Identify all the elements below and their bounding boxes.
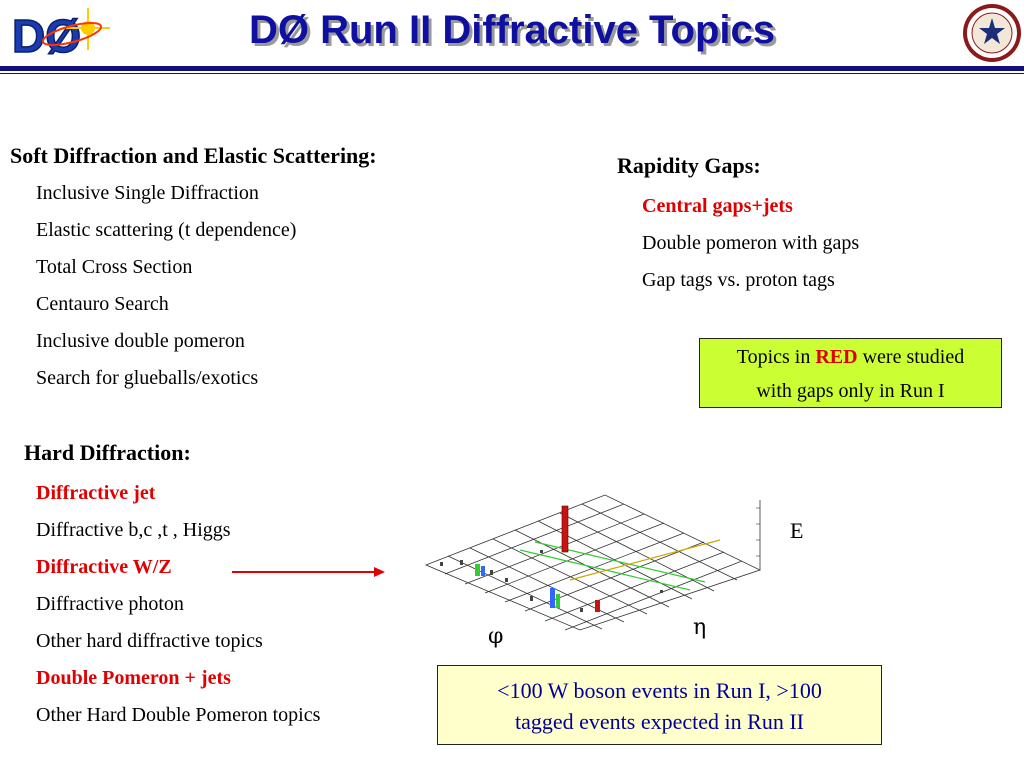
rapidity-gaps-list <box>642 193 859 304</box>
page-title: DØ Run II Diffractive Topics <box>249 8 775 52</box>
hard-diffraction-heading: Hard Diffraction: <box>24 440 191 465</box>
list-item: Double pomeron with gaps <box>642 232 860 254</box>
note-suffix: were studied <box>857 346 965 368</box>
list-item: Centauro Search <box>36 293 169 315</box>
hard-diffraction-list <box>36 480 320 739</box>
lego-plot <box>420 490 780 640</box>
list-item: Double Pomeron + jets <box>36 667 231 689</box>
energy-axis-label: E <box>790 518 804 543</box>
list-item: Diffractive W/Z <box>36 556 172 578</box>
list-item: Inclusive Single Diffraction <box>36 182 259 204</box>
soft-diffraction-heading: Soft Diffraction and Elastic Scattering: <box>10 143 377 168</box>
phi-axis-label: φ <box>488 624 504 649</box>
list-item: Inclusive double pomeron <box>36 330 245 352</box>
soft-diffraction-list <box>36 180 296 402</box>
list-item: Gap tags vs. proton tags <box>642 269 835 291</box>
w-box-line2: tagged events expected in Run II <box>515 709 804 734</box>
note-red-word: RED <box>815 346 858 368</box>
list-item: Central gaps+jets <box>642 195 793 217</box>
university-seal <box>961 2 1023 64</box>
list-item: Other Hard Double Pomeron topics <box>36 704 321 726</box>
list-item: Other hard diffractive topics <box>36 630 263 652</box>
w-boson-callout <box>437 665 882 745</box>
svg-text:DØ: DØ <box>12 10 81 62</box>
eta-axis-label: η <box>693 615 707 640</box>
list-item: Total Cross Section <box>36 256 193 278</box>
list-item: Elastic scattering (t dependence) <box>36 219 297 241</box>
note-prefix: Topics in <box>736 346 816 368</box>
title-rule-thin <box>0 73 1024 74</box>
arrow-right-icon <box>232 562 387 582</box>
list-item: Diffractive b,c ,t , Higgs <box>36 519 231 541</box>
list-item: Diffractive photon <box>36 593 184 615</box>
w-box-line1: <100 W boson events in Run I, >100 <box>497 678 822 703</box>
note-line2: with gaps only in Run I <box>756 380 945 402</box>
rapidity-gaps-heading: Rapidity Gaps: <box>617 153 761 178</box>
title-rule <box>0 66 1024 71</box>
list-item: Diffractive jet <box>36 482 156 504</box>
list-item: Search for glueballs/exotics <box>36 367 259 389</box>
red-topics-note <box>699 338 1002 408</box>
